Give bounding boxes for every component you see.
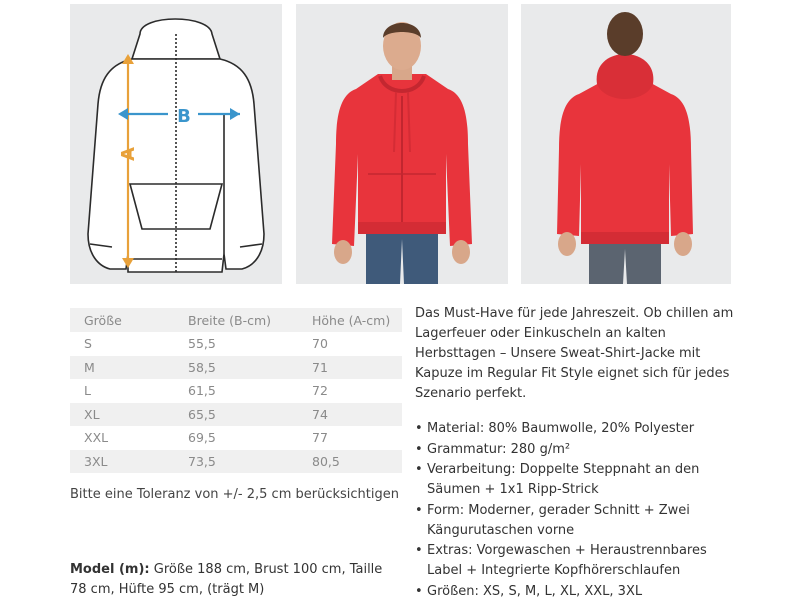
list-item: • Material: 80% Baumwolle, 20% Polyester bbox=[415, 419, 745, 439]
table-row bbox=[70, 356, 402, 380]
model-text: Größe 188 cm, Brust 100 cm, Taille 78 cm, Hüfte 95 cm, (trägt M) bbox=[70, 562, 383, 597]
size-table bbox=[70, 308, 402, 473]
size-cell: L bbox=[70, 379, 174, 403]
table-row bbox=[70, 332, 402, 356]
height-cell: 80,5 bbox=[298, 450, 402, 474]
model-front-illustration bbox=[296, 4, 508, 284]
width-cell: 69,5 bbox=[174, 426, 298, 450]
width-cell: 58,5 bbox=[174, 356, 298, 380]
feature-list bbox=[415, 419, 745, 602]
width-cell: 55,5 bbox=[174, 332, 298, 356]
tolerance-note: Bitte eine Toleranz von +/- 2,5 cm berücksichtigen bbox=[70, 487, 399, 502]
list-item: • Größen: XS, S, M, L, XL, XXL, 3XL bbox=[415, 582, 745, 602]
list-item: • Grammatur: 280 g/m² bbox=[415, 440, 745, 460]
list-item: • Form: Moderner, gerader Schnitt + Zwei Kängurutaschen vorne bbox=[415, 501, 745, 541]
table-row bbox=[70, 379, 402, 403]
size-cell: S bbox=[70, 332, 174, 356]
height-cell: 77 bbox=[298, 426, 402, 450]
table-row bbox=[70, 403, 402, 427]
label-a: A bbox=[118, 147, 139, 161]
size-cell: XXL bbox=[70, 426, 174, 450]
header-size: Größe bbox=[70, 308, 174, 332]
product-description: Das Must-Have für jede Jahreszeit. Ob chillen am Lagerfeuer oder Einkuscheln an kalten Herbsttagen – Unsere Sweat-Shirt-Jacke mit Kapuze im Regular Fit Style eignet sich für jedes Szenario perfekt. bbox=[415, 306, 734, 401]
size-cell: XL bbox=[70, 403, 174, 427]
height-cell: 70 bbox=[298, 332, 402, 356]
width-cell: 65,5 bbox=[174, 403, 298, 427]
size-cell: 3XL bbox=[70, 450, 174, 474]
width-cell: 73,5 bbox=[174, 450, 298, 474]
model-info bbox=[70, 560, 400, 600]
model-back-illustration bbox=[521, 4, 731, 284]
width-cell: 61,5 bbox=[174, 379, 298, 403]
size-diagram bbox=[70, 4, 282, 284]
list-item: • Extras: Vorgewaschen + Heraustrennbares Label + Integrierte Kopfhörerschlaufen bbox=[415, 541, 745, 581]
height-cell: 72 bbox=[298, 379, 402, 403]
size-table-header bbox=[70, 308, 402, 332]
front-photo bbox=[296, 4, 508, 284]
table-row bbox=[70, 426, 402, 450]
height-cell: 71 bbox=[298, 356, 402, 380]
hoodie-outline-drawing bbox=[70, 4, 282, 284]
header-height: Höhe (A-cm) bbox=[298, 308, 402, 332]
back-photo bbox=[521, 4, 731, 284]
label-b: B bbox=[177, 106, 191, 127]
table-row bbox=[70, 450, 402, 474]
size-cell: M bbox=[70, 356, 174, 380]
height-cell: 74 bbox=[298, 403, 402, 427]
list-item: • Verarbeitung: Doppelte Steppnaht an den Säumen + 1x1 Ripp-Strick bbox=[415, 460, 745, 500]
header-width: Breite (B-cm) bbox=[174, 308, 298, 332]
model-label: Model (m): bbox=[70, 562, 150, 577]
